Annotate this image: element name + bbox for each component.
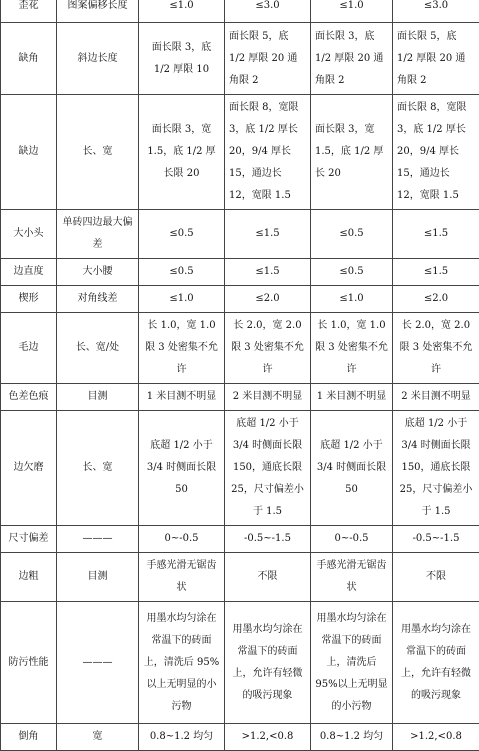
grade-value-cell: 面长限 5，底 1/2 厚限 20 通角限 2 (225, 23, 311, 95)
grade-value-cell: ≤2.0 (225, 286, 311, 313)
grade-value-cell: ≤1.5 (225, 259, 311, 286)
measure-method-cell: ——— (57, 602, 139, 724)
grade-value-cell: 长 1.0，宽 1.0 限 3 处密集不允许 (311, 313, 393, 384)
grade-value-cell: 底超 1/2 小于 3/4 时侧面长限 150，通底长限 25，尺寸偏差小于 1.5 (225, 411, 311, 526)
measure-method-cell: 宽 (57, 724, 139, 751)
grade-value-cell: 1 米目测不明显 (139, 384, 225, 411)
measure-method-cell: 长、宽 (57, 411, 139, 526)
table-row (1, 411, 479, 526)
measure-method-cell: 目测 (57, 553, 139, 602)
grade-value-cell: 手感光滑无锯齿状 (311, 553, 393, 602)
grade-value-cell: 面长限 8，宽限 3，底 1/2 厚长 20，9/4 厚长 15，通边长 12，宽限 1.5 (393, 95, 479, 210)
defect-item-cell: 楔形 (1, 286, 57, 313)
grade-value-cell: ≤0.5 (311, 210, 393, 259)
defect-item-cell: 尺寸偏差 (1, 526, 57, 553)
table-row (1, 0, 479, 23)
measure-method-cell: 目测 (57, 384, 139, 411)
table-row (1, 384, 479, 411)
grade-value-cell: 1 米目测不明显 (311, 384, 393, 411)
spec-table-body (1, 0, 479, 751)
grade-value-cell: 面长限 8，宽限 3，底 1/2 厚长 20，9/4 厚长 15，通边长 12，宽限 1.5 (225, 95, 311, 210)
grade-value-cell: ≤1.5 (393, 210, 479, 259)
grade-value-cell: 不限 (393, 553, 479, 602)
grade-value-cell: 面长限 5，底 1/2 厚限 20 通角限 2 (393, 23, 479, 95)
grade-value-cell: 面长限 3，底 1/2 厚限 20 通角限 2 (311, 23, 393, 95)
table-row (1, 553, 479, 602)
measure-method-cell: 斜边长度 (57, 23, 139, 95)
table-row (1, 259, 479, 286)
table-row (1, 95, 479, 210)
grade-value-cell: 0.8~1.2 均匀 (139, 724, 225, 751)
grade-value-cell: 用墨水均匀涂在常温下的砖面上，允许有轻微的吸污现象 (225, 602, 311, 724)
defect-item-cell: 边欠磨 (1, 411, 57, 526)
grade-value-cell: 底超 1/2 小于 3/4 时侧面长限 50 (311, 411, 393, 526)
grade-value-cell: ≤1.0 (311, 0, 393, 23)
grade-value-cell: 0~-0.5 (139, 526, 225, 553)
grade-value-cell: ≤2.0 (393, 286, 479, 313)
grade-value-cell: 面长限 3，底 1/2 厚限 10 (139, 23, 225, 95)
defect-item-cell: 防污性能 (1, 602, 57, 724)
grade-value-cell: 用墨水均匀涂在常温下的砖面上，允许有轻微的吸污现象 (393, 602, 479, 724)
measure-method-cell: 对角线差 (57, 286, 139, 313)
grade-value-cell: -0.5~-1.5 (225, 526, 311, 553)
measure-method-cell: 大小腰 (57, 259, 139, 286)
grade-value-cell: ≤1.0 (311, 286, 393, 313)
defect-item-cell: 边直度 (1, 259, 57, 286)
defect-item-cell: 边粗 (1, 553, 57, 602)
grade-value-cell: 底超 1/2 小于 3/4 时侧面长限 50 (139, 411, 225, 526)
table-row (1, 23, 479, 95)
grade-value-cell: 面长限 3，宽 1.5，底 1/2 厚长限 20 (139, 95, 225, 210)
defect-item-cell: 缺角 (1, 23, 57, 95)
grade-value-cell: ≤1.5 (393, 259, 479, 286)
grade-value-cell: ≤1.0 (139, 286, 225, 313)
table-row (1, 526, 479, 553)
defect-item-cell: 毛边 (1, 313, 57, 384)
measure-method-cell: 图案偏移长度 (57, 0, 139, 23)
measure-method-cell: 长、宽 (57, 95, 139, 210)
grade-value-cell: 0~-0.5 (311, 526, 393, 553)
grade-value-cell: ≤3.0 (393, 0, 479, 23)
grade-value-cell: ≤0.5 (311, 259, 393, 286)
grade-value-cell: ≤0.5 (139, 210, 225, 259)
measure-method-cell: 长、宽/处 (57, 313, 139, 384)
grade-value-cell: 长 2.0，宽 2.0 限 3 处密集不允许 (393, 313, 479, 384)
grade-value-cell: >1.2,<0.8 (225, 724, 311, 751)
grade-value-cell: -0.5~-1.5 (393, 526, 479, 553)
grade-value-cell: ≤1.5 (225, 210, 311, 259)
defect-item-cell: 色差色痕 (1, 384, 57, 411)
measure-method-cell: 单砖四边最大偏差 (57, 210, 139, 259)
grade-value-cell: 0.8~1.2 均匀 (311, 724, 393, 751)
grade-value-cell: ≤3.0 (225, 0, 311, 23)
grade-value-cell: 2 米目测不明显 (225, 384, 311, 411)
grade-value-cell: ≤0.5 (139, 259, 225, 286)
grade-value-cell: ≤1.0 (139, 0, 225, 23)
defect-item-cell: 大小头 (1, 210, 57, 259)
table-row (1, 724, 479, 751)
table-row (1, 210, 479, 259)
grade-value-cell: 长 1.0，宽 1.0 限 3 处密集不允许 (139, 313, 225, 384)
defect-item-cell: 缺边 (1, 95, 57, 210)
table-row (1, 286, 479, 313)
table-row (1, 602, 479, 724)
grade-value-cell: 长 2.0，宽 2.0 限 3 处密集不允许 (225, 313, 311, 384)
table-row (1, 313, 479, 384)
grade-value-cell: 2 米目测不明显 (393, 384, 479, 411)
grade-value-cell: 面长限 3，宽 1.5，底 1/2 厚长 20 (311, 95, 393, 210)
grade-value-cell: 手感光滑无锯齿状 (139, 553, 225, 602)
measure-method-cell: ——— (57, 526, 139, 553)
defect-item-cell: 倒角 (1, 724, 57, 751)
grade-value-cell: 底超 1/2 小于 3/4 时侧面长限 150，通底长限 25，尺寸偏差小于 1.5 (393, 411, 479, 526)
defect-item-cell: 歪花 (1, 0, 57, 23)
grade-value-cell: 用墨水均匀涂在常温下的砖面上，清洗后 95%以上无明显的小污物 (139, 602, 225, 724)
grade-value-cell: 用墨水均匀涂在常温下的砖面上，清洗后 95%以上无明显的小污物 (311, 602, 393, 724)
grade-value-cell: 不限 (225, 553, 311, 602)
grade-value-cell: >1.2,<0.8 (393, 724, 479, 751)
